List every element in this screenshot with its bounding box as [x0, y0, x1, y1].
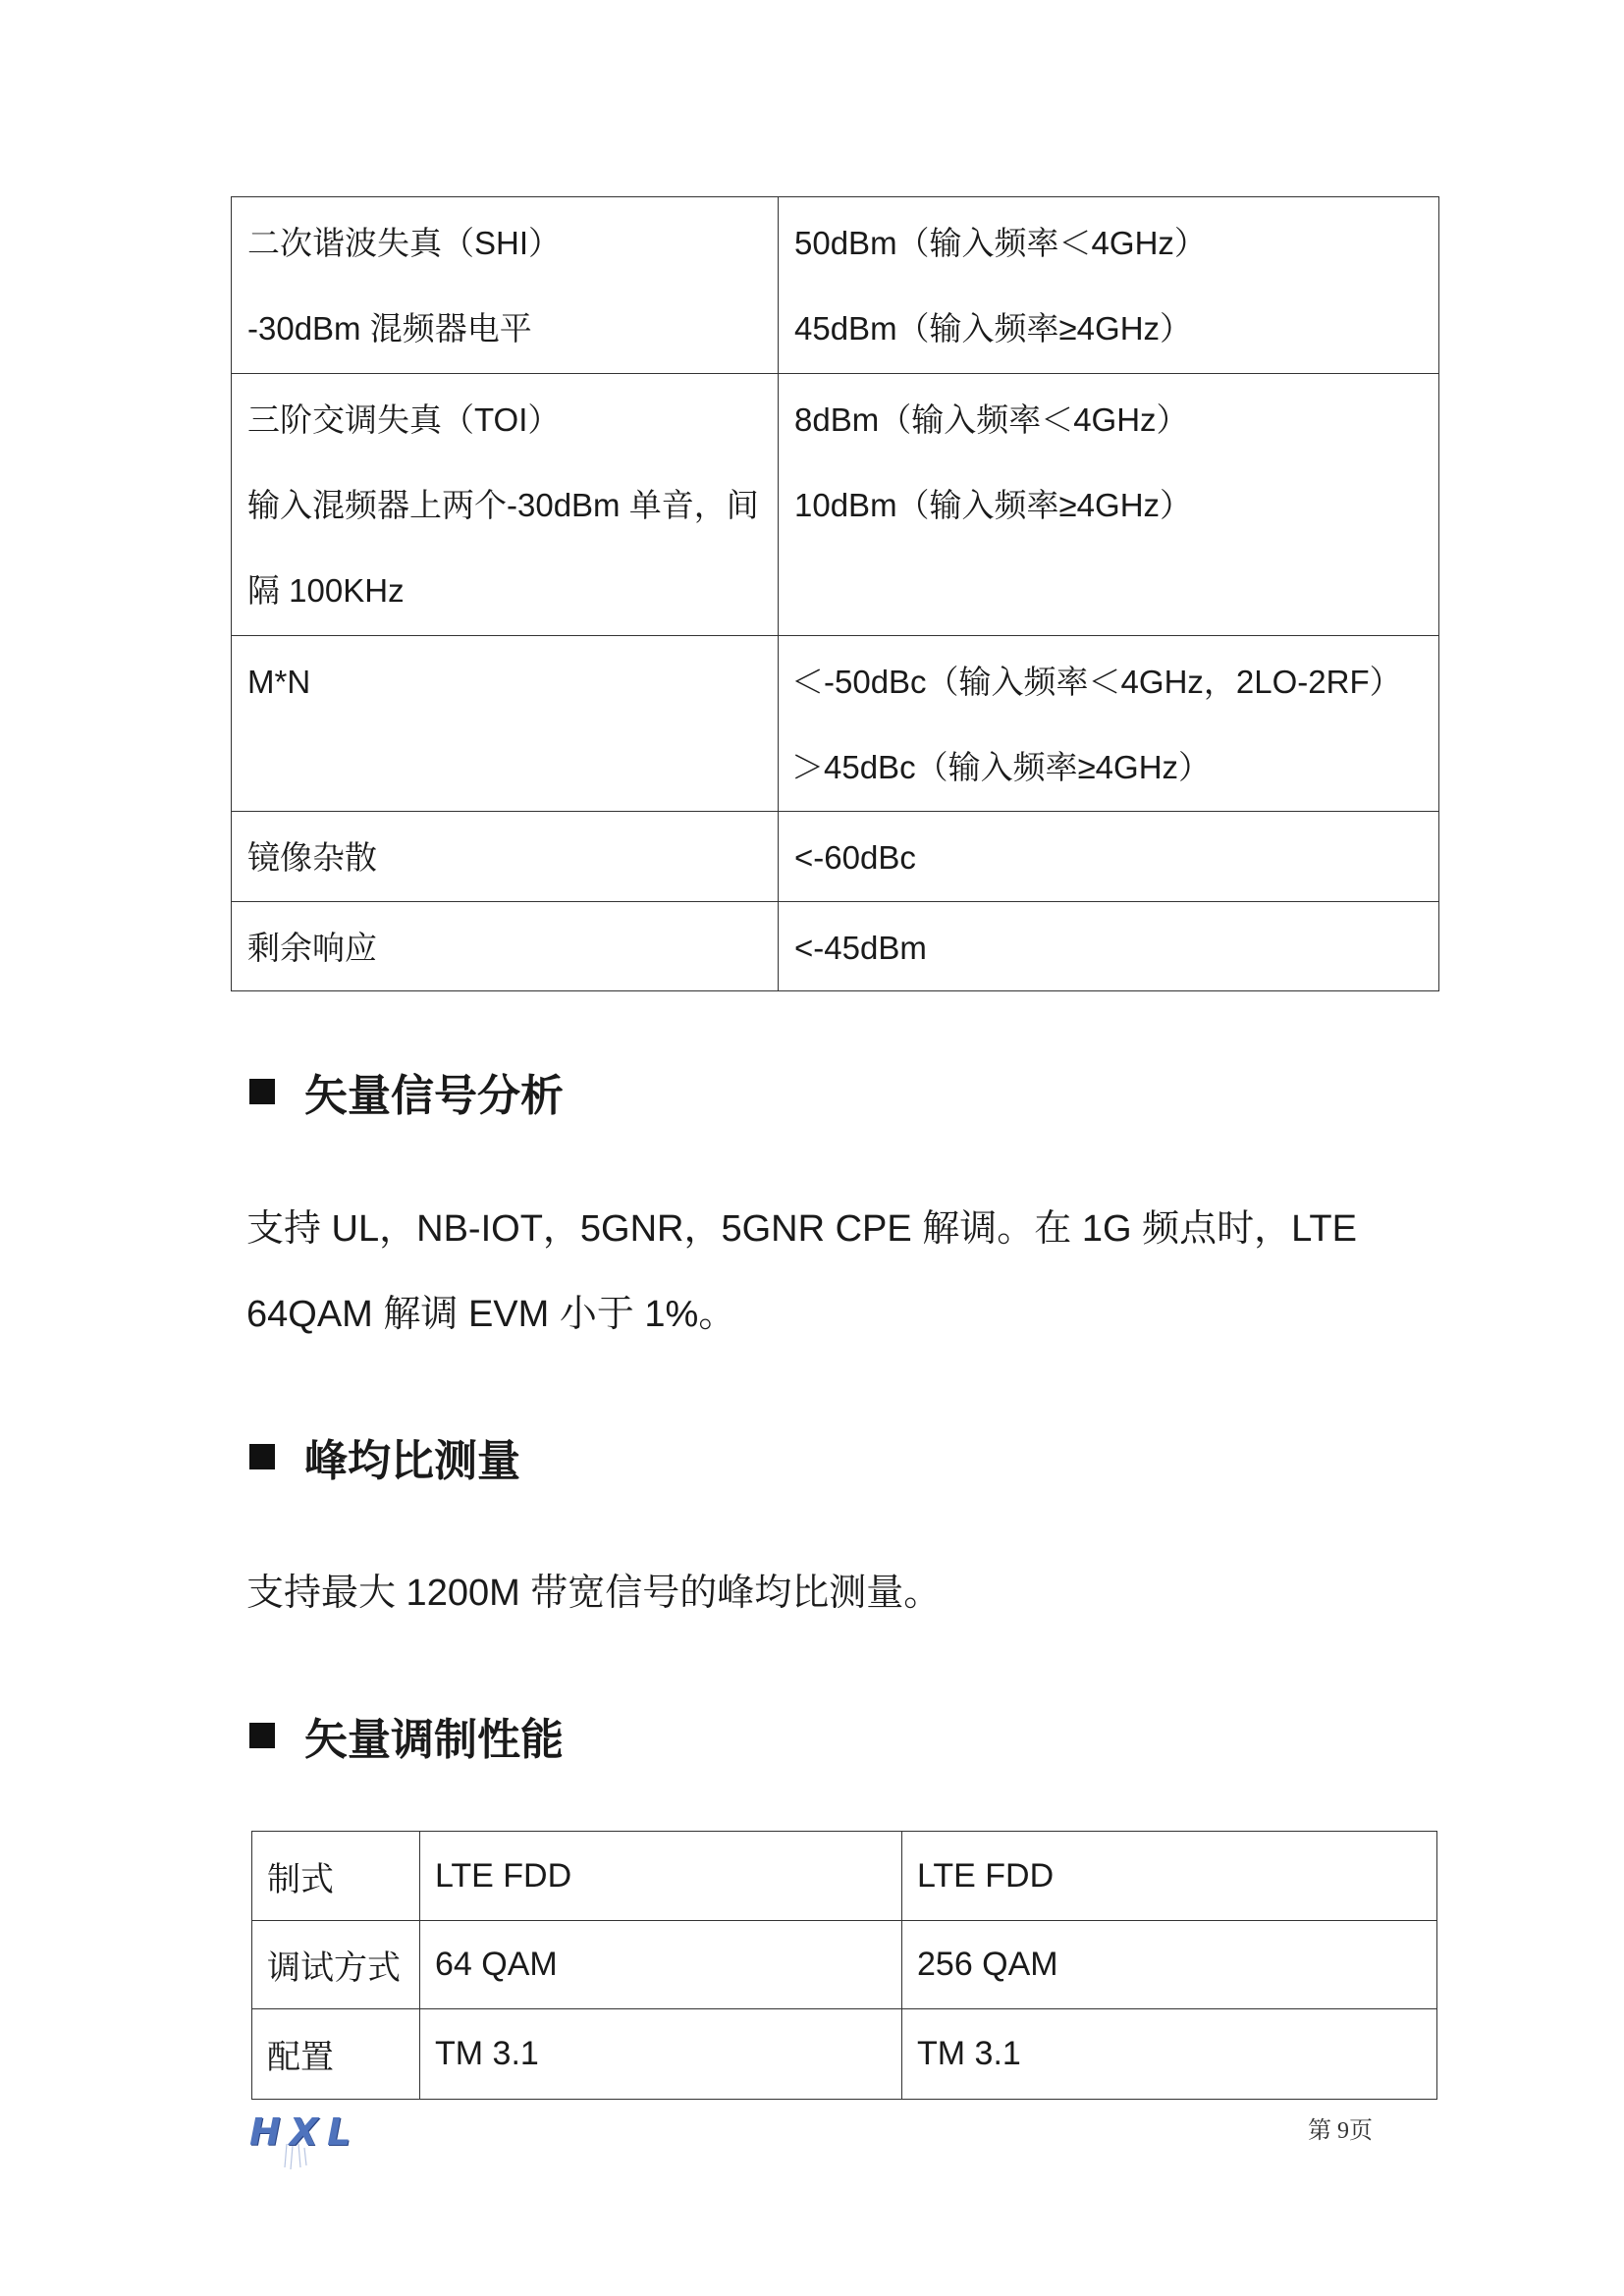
page-number: 第 9页 — [1308, 2118, 1373, 2144]
spec-table — [231, 196, 1439, 991]
value-cell — [778, 374, 1438, 635]
param-cell — [232, 812, 778, 901]
modulation-table — [251, 1831, 1437, 2100]
company-logo: HXL — [249, 2110, 360, 2154]
square-bullet-icon — [249, 1079, 275, 1104]
table-cell: TM 3.1 — [901, 2009, 1436, 2099]
section-heading-text: 矢量信号分析 — [304, 1072, 564, 1120]
value-line: <-60dBc — [794, 839, 916, 876]
table-row — [252, 1832, 1436, 1920]
value-line: ＜-50dBc（输入频率＜4GHz，2LO-2RF） — [791, 664, 1402, 700]
param-line: 隔 100KHz — [247, 572, 405, 609]
square-bullet-icon — [249, 1444, 275, 1469]
table-cell: 配置 — [267, 2039, 334, 2076]
paragraph-line: 支持最大 1200M 带宽信号的峰均比测量。 — [246, 1573, 942, 1614]
value-cell — [778, 636, 1438, 811]
paragraph-line: 支持 UL，NB-IOT，5GNR，5GNR CPE 解调。在 1G 频点时，LTE — [246, 1208, 1357, 1250]
table-cell: 256 QAM — [901, 1921, 1436, 2008]
value-line: 45dBm（输入频率≥4GHz） — [794, 310, 1193, 347]
table-cell: TM 3.1 — [419, 2009, 901, 2099]
table-row — [232, 373, 1438, 635]
logo-mark-icon — [279, 2142, 318, 2171]
table-cell: LTE FDD — [901, 1832, 1436, 1920]
param-line: 剩余响应 — [247, 930, 377, 966]
param-line: 二次谐波失真（SHI） — [247, 225, 562, 261]
table-cell: 制式 — [267, 1860, 334, 1898]
param-line: 三阶交调失真（TOI） — [247, 401, 561, 438]
section-heading-text: 峰均比测量 — [304, 1437, 520, 1485]
section-heading — [249, 1062, 564, 1121]
table-cell: 调试方式 — [267, 1949, 401, 1987]
param-cell — [232, 902, 778, 990]
section-heading — [249, 1706, 564, 1765]
value-line: <-45dBm — [794, 930, 927, 966]
value-line: 8dBm（输入频率＜4GHz） — [794, 401, 1189, 438]
param-cell — [232, 636, 778, 811]
table-row — [232, 811, 1438, 901]
section-paragraph — [246, 1187, 1357, 1358]
param-cell — [232, 197, 778, 373]
section-heading — [249, 1427, 520, 1486]
value-line: 50dBm（输入频率＜4GHz） — [794, 225, 1207, 261]
paragraph-line: 64QAM 解调 EVM 小于 1%。 — [246, 1294, 736, 1335]
table-row — [252, 1920, 1436, 2008]
table-row — [232, 197, 1438, 373]
param-cell — [232, 374, 778, 635]
value-cell — [778, 812, 1438, 901]
section-paragraph — [246, 1551, 941, 1636]
table-cell: 64 QAM — [419, 1921, 901, 2008]
table-row — [232, 901, 1438, 990]
value-line: 10dBm（输入频率≥4GHz） — [794, 487, 1193, 523]
square-bullet-icon — [249, 1723, 275, 1748]
param-line: M*N — [247, 664, 311, 700]
table-cell: LTE FDD — [419, 1832, 901, 1920]
value-cell — [778, 197, 1438, 373]
param-line: 镜像杂散 — [247, 839, 377, 876]
table-row — [232, 635, 1438, 811]
param-line: -30dBm 混频器电平 — [247, 310, 532, 347]
table-row — [252, 2008, 1436, 2099]
section-heading-text: 矢量调制性能 — [304, 1716, 564, 1764]
param-line: 输入混频器上两个-30dBm 单音，间 — [247, 487, 759, 523]
value-cell — [778, 902, 1438, 990]
value-line: ＞45dBc（输入频率≥4GHz） — [791, 749, 1212, 785]
